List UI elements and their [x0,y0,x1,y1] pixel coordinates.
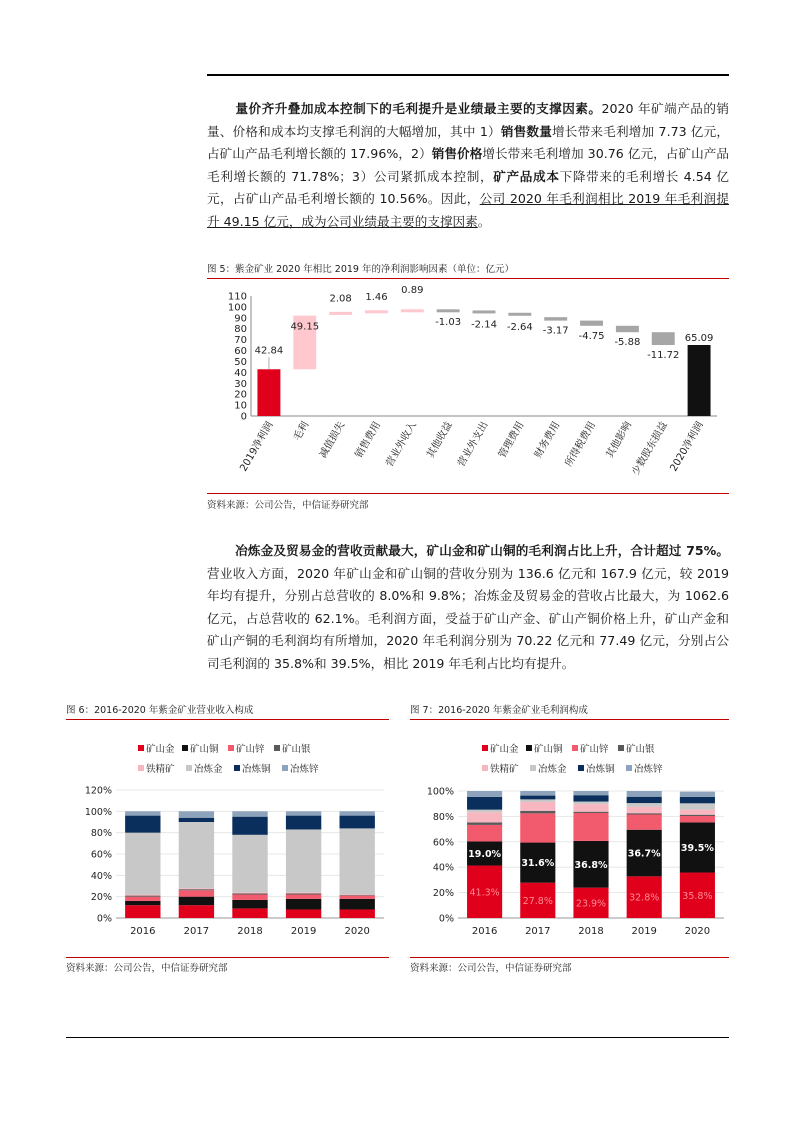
stack-segment [627,813,662,814]
x-tick-label: 其他收益 [425,420,455,461]
legend-label: 冶炼铜 [242,764,271,775]
legend-swatch [626,765,632,771]
stack-segment [627,807,662,813]
paragraph-lead: 冶炼金及贸易金的营收贡献最大，矿山金和矿山铜的毛利润占比上升，合计超过 75%。 [235,543,729,558]
y-tick-label: 30 [234,378,247,390]
legend-label: 矿山金 [490,744,519,755]
figure-7-stacked-chart [410,730,729,946]
y-tick-label: 80 [234,324,247,336]
y-tick-label: 20% [90,892,112,904]
stack-segment [680,815,715,816]
stack-segment [340,896,375,899]
stack-segment [125,833,160,895]
legend-swatch [618,745,624,751]
y-tick-label: 40 [234,367,247,379]
bold-run: 销售数量 [500,123,553,139]
text-run: 2020 年矿端产品的销量、价格和成本均支撑毛利润的大幅增加，其中 1） [207,101,729,139]
figure-5-bottom-rule [207,493,729,494]
stack-segment [179,811,214,817]
x-tick-label: 财务费用 [532,420,563,461]
legend-label: 冶炼金 [194,764,223,775]
stack-segment [627,803,662,807]
text-run: 。 [477,213,491,229]
legend-label: 矿山铜 [534,744,563,755]
waterfall-bar [329,312,352,315]
stack-segment [232,908,267,918]
data-label: -3.17 [542,325,569,337]
stack-segment [232,817,267,835]
waterfall-bar [257,369,280,416]
data-label: 31.6% [521,858,555,870]
y-tick-label: 20% [432,888,454,900]
data-label: 27.8% [522,895,553,907]
stack-segment [680,810,715,815]
stack-segment [179,889,214,890]
legend-swatch [482,745,488,751]
data-label: 35.8% [682,890,713,902]
y-tick-label: 50 [234,356,247,368]
stack-segment [520,811,555,814]
waterfall-bar [616,326,639,332]
stack-segment [286,893,321,894]
x-tick-label: 2019净利润 [238,420,276,474]
x-tick-label: 2018 [578,926,604,937]
legend-swatch [228,745,234,751]
waterfall-bar [473,310,496,313]
data-label: -5.88 [614,337,641,349]
legend-label: 冶炼铜 [586,764,615,775]
y-tick-label: 80% [432,811,454,823]
stack-segment [125,895,160,896]
stack-segment [573,812,608,813]
stack-segment [340,899,375,910]
stack-segment [340,909,375,918]
stack-segment [232,835,267,893]
stack-segment [680,792,715,797]
stack-segment [467,797,502,810]
stack-segment [286,899,321,910]
data-label: 65.09 [684,332,714,344]
stack-segment [286,811,321,815]
data-label: 41.3% [469,887,500,899]
stack-segment [467,810,502,813]
legend-swatch [182,745,188,751]
footer-rule [66,1037,729,1038]
stack-segment [520,813,555,842]
legend-label: 矿山金 [146,744,175,755]
data-label: -2.64 [506,322,533,334]
text-run: 营业收入方面，2020 年矿山金和矿山铜的营收分别为 136.6 亿元和 167.9 亿元，较 2019 年均有提升，分别占总营收的 8.0%和 9.8%；冶炼金及贸易金的营收占比最大，为 1062.6 亿元，占总营收的 62.1%。毛利润方面，受益于矿山产金、矿山产铜价格上升，矿山产金和矿山产铜的毛利润均有所增加，2020 年毛利润分别为 70.22 亿元和 77.49 亿元，分别占公司毛利润的 35.8%和 39.5%，相比 2019 年毛利占比均有提升。 [207,565,729,671]
waterfall-bar [544,317,567,320]
y-tick-label: 10 [234,400,247,412]
x-tick-label: 2019 [631,926,657,937]
legend-swatch [234,765,240,771]
y-tick-label: 0% [96,913,112,925]
y-tick-label: 90 [234,313,247,325]
y-tick-label: 100% [84,806,112,818]
stack-segment [125,811,160,815]
waterfall-bar [652,332,675,345]
legend-label: 矿山银 [282,744,311,755]
data-label: 39.5% [680,842,714,854]
stack-segment [232,895,267,900]
data-label: -11.72 [647,349,680,361]
data-label: 36.7% [627,848,661,860]
stack-segment [467,822,502,825]
header-rule [207,74,729,76]
legend-label: 冶炼锌 [290,764,319,775]
stack-segment [680,803,715,809]
waterfall-bar [365,310,388,313]
stack-segment [286,816,321,830]
figure-5-caption: 图 5：紫金矿业 2020 年相比 2019 年的净利润影响因素（单位：亿元） [207,264,514,275]
figure-6-stacked-chart [66,730,389,946]
stack-segment [125,896,160,897]
stack-segment [340,895,375,896]
figure-7-caption: 图 7：2016-2020 年紫金矿业毛利润构成 [410,705,588,716]
text-run: 下降带来的毛利增长 4.54 亿元，占矿山产品毛利增长额的 10.56%。因此， [207,168,729,207]
stack-segment [232,811,267,816]
x-tick-label: 2018 [237,926,263,937]
stack-segment [286,829,321,892]
legend-label: 冶炼锌 [634,764,663,775]
y-tick-label: 100 [227,302,247,314]
stack-segment [286,909,321,918]
stack-segment [286,895,321,899]
legend-label: 矿山银 [626,744,655,755]
waterfall-bar [401,309,424,312]
y-tick-label: 0% [438,913,454,925]
figure-6-source: 资料来源：公司公告，中信证券研究部 [66,963,228,974]
y-tick-label: 40% [90,870,112,882]
waterfall-bar [508,313,531,316]
data-label: 2.08 [329,293,352,305]
stack-segment [340,811,375,815]
stack-segment [573,791,608,795]
x-tick-label: 2016 [130,926,156,937]
legend-swatch [274,745,280,751]
figure-6-bottom-rule [66,957,389,958]
stack-segment [286,892,321,893]
stack-segment [627,791,662,797]
stack-segment [232,893,267,894]
figure-7-top-rule [410,719,729,720]
legend-label: 冶炼金 [538,764,567,775]
x-tick-label: 2020净利润 [668,419,706,474]
data-label: -4.75 [578,330,605,342]
data-label: -2.14 [471,319,497,331]
x-tick-label: 2019 [290,926,317,937]
stack-segment [179,890,214,896]
stack-segment [179,897,214,906]
stack-segment [467,812,502,822]
stack-segment [573,804,608,812]
y-tick-label: 70 [234,335,247,347]
stack-segment [179,818,214,822]
y-tick-label: 110 [227,291,247,303]
x-tick-label: 营业外支出 [456,420,491,469]
data-label: 49.15 [290,321,320,333]
stack-segment [627,814,662,829]
figure-7-source: 资料来源：公司公告，中信证券研究部 [410,963,572,974]
stack-segment [232,892,267,893]
legend-label: 铁精矿 [490,764,519,775]
data-label: 36.8% [574,859,608,871]
bold-run: 销售价格 [431,146,483,162]
stack-segment [340,816,375,829]
stack-segment [573,802,608,805]
stack-segment [680,816,715,822]
data-label: 32.8% [629,892,660,904]
paragraph-revenue-structure [207,540,729,676]
stack-segment [125,816,160,833]
x-tick-label: 营业外收入 [384,420,419,469]
text-run: 增长带来毛利增加 30.76 亿元，占矿山产品毛利增长额的 71.78%；3）公司紧抓成本控制， [207,146,729,184]
legend-swatch [186,765,192,771]
data-label: 42.84 [254,345,284,357]
stack-segment [520,802,555,811]
legend-swatch [482,765,488,771]
x-tick-label: 2017 [525,926,551,937]
stack-segment [179,905,214,918]
stack-segment [340,828,375,894]
stack-segment [179,888,214,889]
stack-segment [179,822,214,888]
y-tick-label: 0 [240,411,247,423]
figure-6-caption: 图 6：2016-2020 年紫金矿业营业收入构成 [66,705,254,716]
x-tick-label: 2017 [183,926,210,937]
x-tick-label: 2020 [344,926,370,937]
stack-segment [232,900,267,909]
bold-run: 矿产品成本 [493,168,560,184]
x-tick-label: 少数股东损益 [630,420,670,478]
legend-label: 矿山铜 [190,744,219,755]
paragraph-profit-drivers [207,98,729,234]
legend-swatch [282,765,288,771]
y-tick-label: 100% [426,786,454,798]
x-tick-label: 毛利 [291,420,312,443]
y-tick-label: 20 [234,389,247,401]
stack-segment [520,796,555,800]
stack-segment [467,791,502,797]
legend-swatch [526,745,532,751]
figure-7-bottom-rule [410,957,729,958]
x-tick-label: 销售费用 [353,420,384,461]
figure-5-waterfall-chart [207,284,729,490]
waterfall-bar [437,309,460,312]
legend-swatch [578,765,584,771]
x-tick-label: 管理费用 [496,420,527,461]
legend-swatch [530,765,536,771]
data-label: 19.0% [468,848,502,860]
x-tick-label: 2016 [471,926,498,937]
y-tick-label: 60 [234,346,247,358]
waterfall-bar [580,321,603,326]
stack-segment [627,797,662,803]
stack-segment [573,813,608,841]
figure-5-top-rule [207,278,729,279]
stack-segment [467,825,502,842]
y-tick-label: 80% [90,828,112,840]
stack-segment [125,901,160,905]
legend-label: 矿山锌 [580,744,609,755]
data-label: -1.03 [435,316,462,328]
stack-segment [680,797,715,803]
legend-label: 铁精矿 [146,764,175,775]
text-run: 增长带来毛利增加 7.73 亿元，占矿山产品毛利增长额的 17.96%，2） [207,123,729,162]
stack-segment [520,791,555,796]
legend-label: 矿山锌 [236,744,265,755]
stack-segment [125,905,160,918]
data-label: 0.89 [401,284,424,296]
y-tick-label: 60% [90,849,112,861]
x-tick-label: 2020 [684,926,711,937]
legend-swatch [572,745,578,751]
underlined-run: 公司 2020 年毛利润相比 2019 年毛利润提升 49.15 亿元，成为公司业绩最主要的支撑因素 [207,191,729,229]
waterfall-bar [688,345,711,416]
figure-5-source: 资料来源：公司公告，中信证券研究部 [207,500,369,511]
x-tick-label: 所得税费用 [563,420,599,469]
x-tick-label: 其他影响 [604,420,634,461]
y-tick-label: 40% [432,862,454,874]
legend-swatch [138,765,144,771]
stack-segment [573,795,608,801]
paragraph-lead: 量价齐升叠加成本控制下的毛利提升是业绩最主要的支撑因素。 [235,101,602,116]
legend-swatch [138,745,144,751]
data-label: 1.46 [365,291,388,303]
stack-segment [340,895,375,896]
figure-6-top-rule [66,719,389,720]
y-tick-label: 120% [84,785,112,797]
stack-segment [125,897,160,901]
y-tick-label: 60% [432,837,454,849]
x-tick-label: 减值损失 [317,420,348,461]
data-label: 23.9% [575,898,607,910]
stack-segment [520,799,555,802]
